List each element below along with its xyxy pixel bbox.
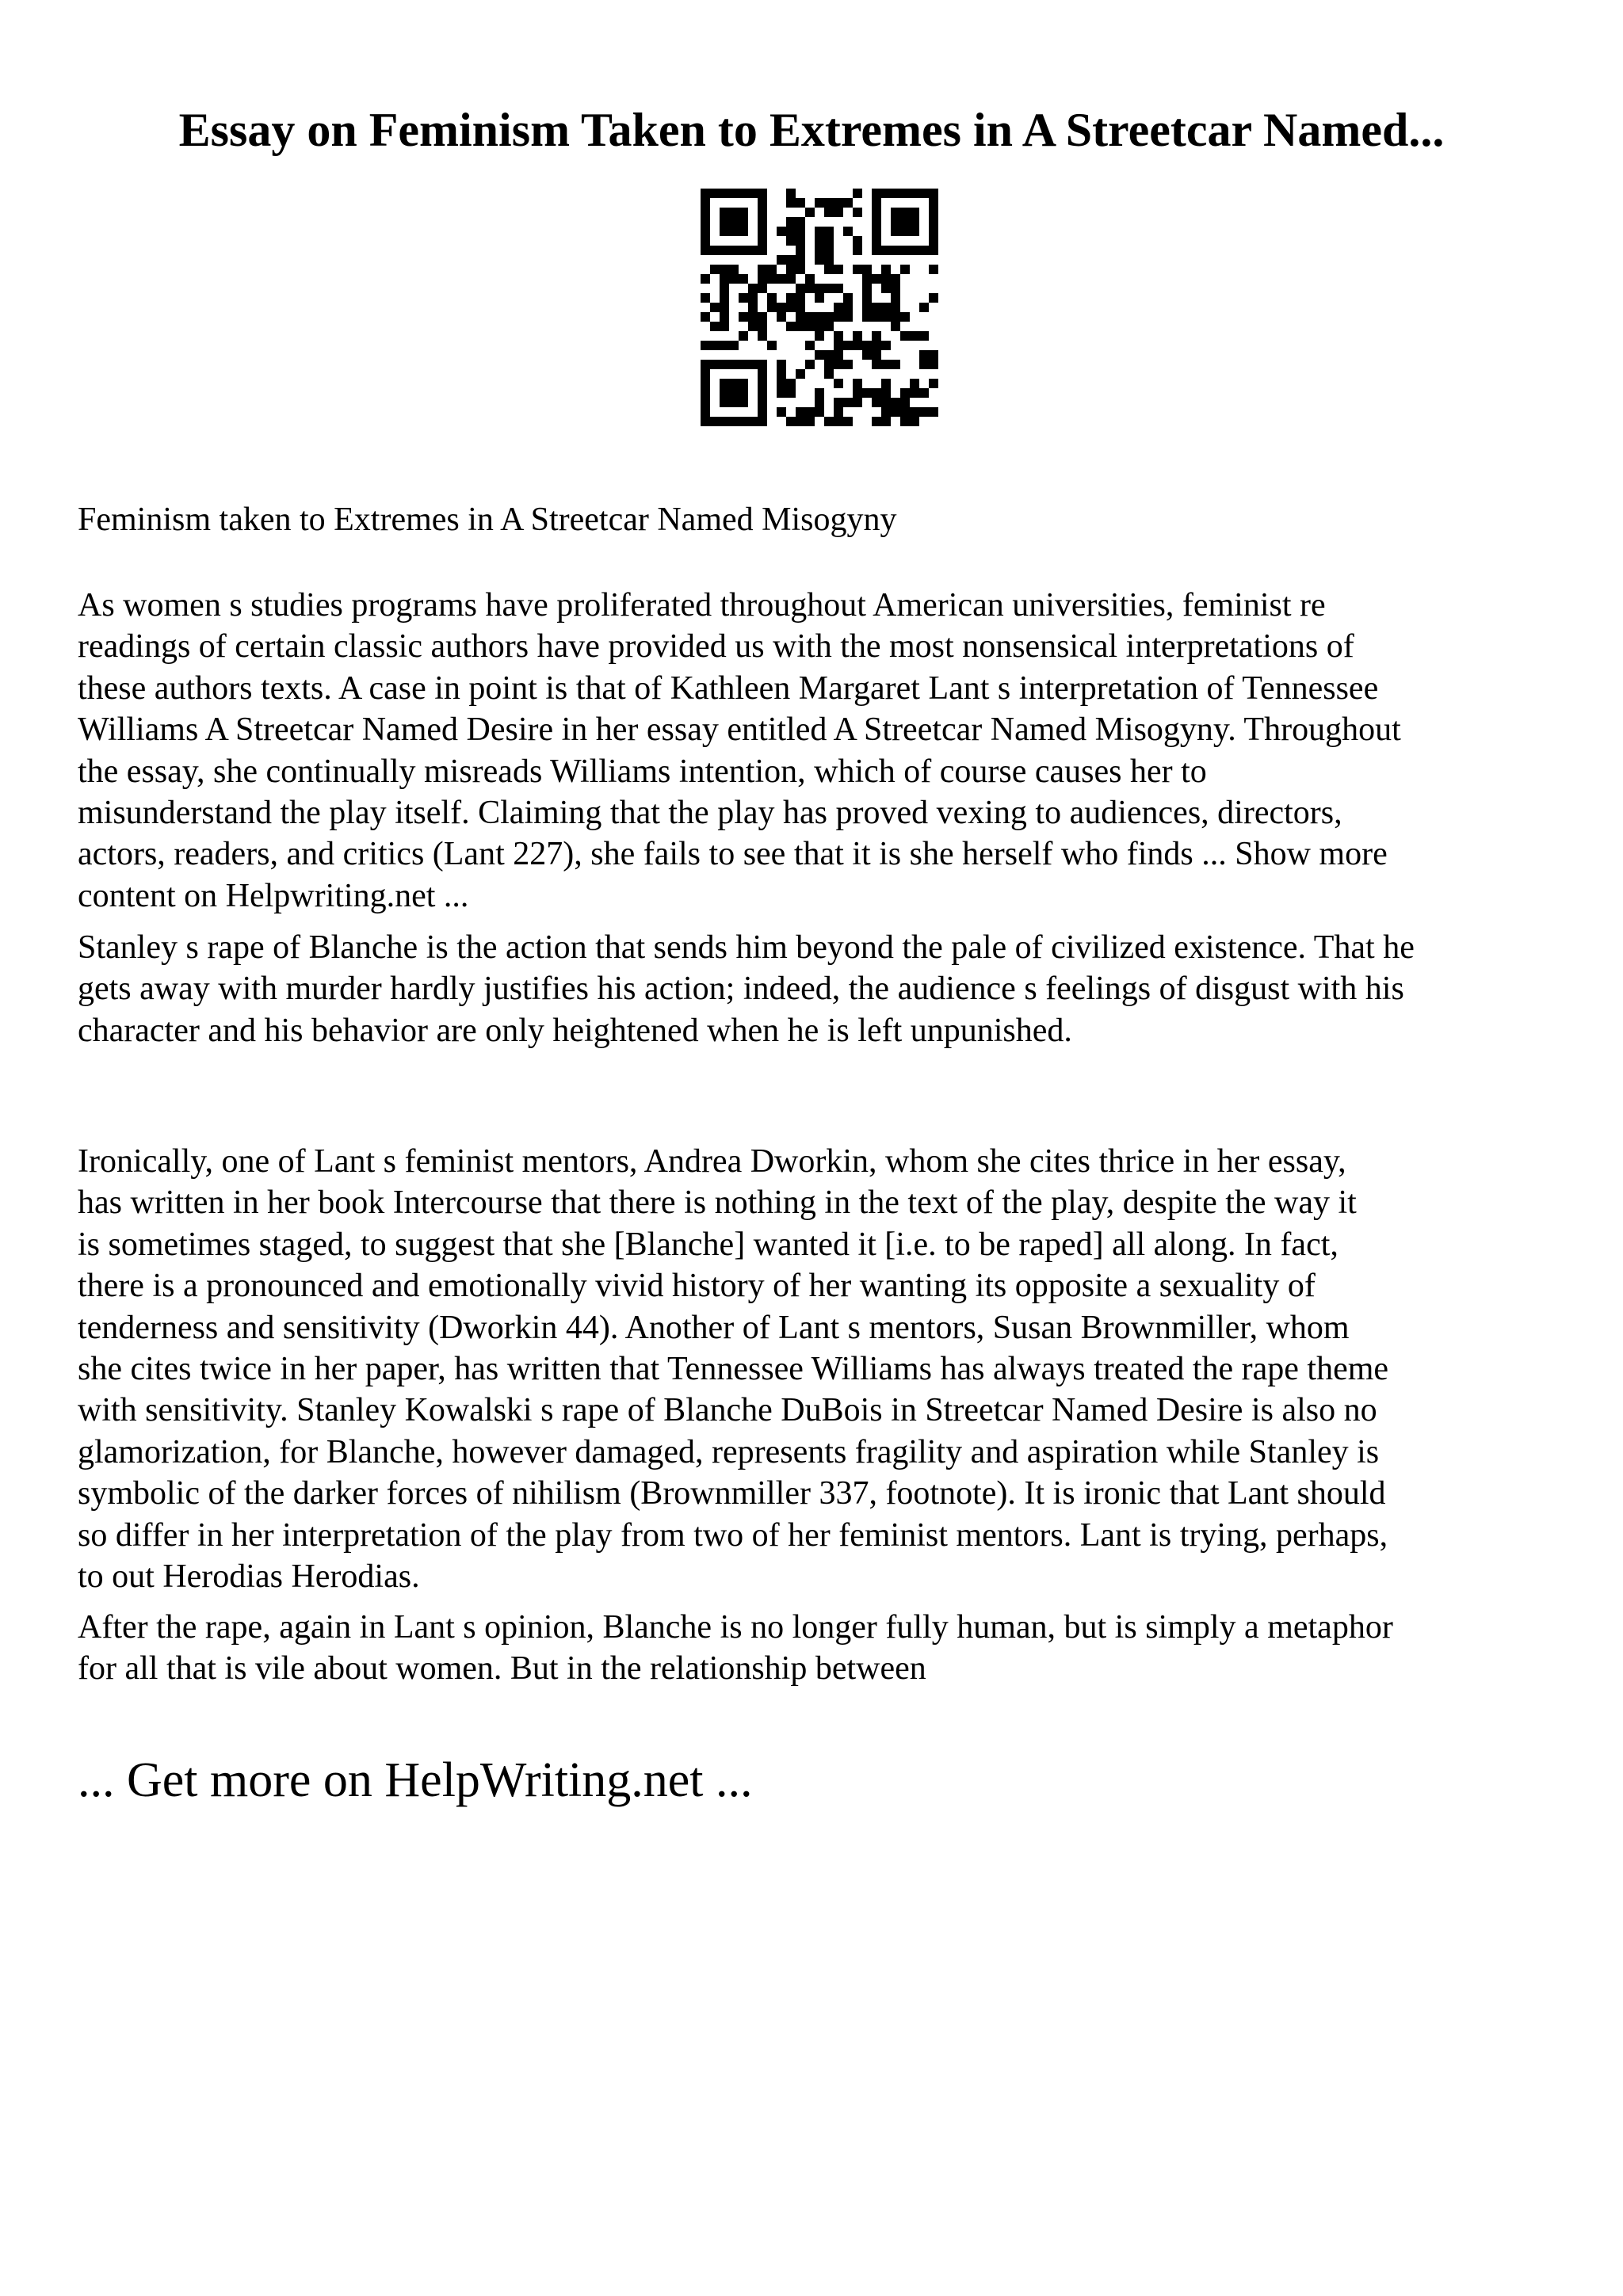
- paragraph-line: content on Helpwriting.net ...: [78, 877, 469, 914]
- paragraph-line: character and his behavior are only heightened when he is left unpunished.: [78, 1012, 1072, 1049]
- paragraph-line: she cites twice in her paper, has written that Tennessee Williams has always treated the rape theme: [78, 1351, 1389, 1388]
- paragraph-line: for all that is vile about women. But in the relationship between: [78, 1650, 926, 1688]
- paragraph-line: actors, readers, and critics (Lant 227), she fails to see that it is she herself who finds ... Show more: [78, 836, 1388, 873]
- paragraph-line: Ironically, one of Lant s feminist mentors, Andrea Dworkin, whom she cites thrice in her essay,: [78, 1143, 1346, 1180]
- paragraph-line: symbolic of the darker forces of nihilism (Brownmiller 337, footnote). It is ironic that Lant should: [78, 1475, 1386, 1512]
- paragraph-line: After the rape, again in Lant s opinion, Blanche is no longer fully human, but is simply a metaphor: [78, 1609, 1393, 1646]
- get-more-link[interactable]: ... Get more on HelpWriting.net ...: [78, 1753, 753, 1807]
- essay-subtitle: Feminism taken to Extremes in A Streetcar Named Misogyny: [78, 502, 897, 538]
- paragraph-4: [78, 1607, 1568, 1690]
- paragraph-line: to out Herodias Herodias.: [78, 1558, 420, 1596]
- paragraph-line: tenderness and sensitivity (Dworkin 44). Another of Lant s mentors, Susan Brownmiller, whom: [78, 1309, 1350, 1346]
- paragraph-line: Stanley s rape of Blanche is the action that sends him beyond the pale of civilized existence. That he: [78, 929, 1415, 966]
- paragraph-line: Williams A Streetcar Named Desire in her essay entitled A Streetcar Named Misogyny. Throughout: [78, 711, 1401, 749]
- paragraph-line: readings of certain classic authors have provided us with the most nonsensical interpretations of: [78, 628, 1354, 666]
- paragraph-2: [78, 927, 1568, 1051]
- paragraph-line: with sensitivity. Stanley Kowalski s rape of Blanche DuBois in Streetcar Named Desire is also no: [78, 1392, 1377, 1429]
- paragraph-line: there is a pronounced and emotionally vivid history of her wanting its opposite a sexuality of: [78, 1268, 1316, 1305]
- paragraph-line: so differ in her interpretation of the play from two of her feminist mentors. Lant is trying, perhaps,: [78, 1516, 1388, 1554]
- paragraph-line: glamorization, for Blanche, however damaged, represents fragility and aspiration while Stanley is: [78, 1433, 1380, 1470]
- paragraph-line: has written in her book Intercourse that there is nothing in the text of the play, despite the way it: [78, 1184, 1357, 1222]
- paragraph-line: these authors texts. A case in point is that of Kathleen Margaret Lant s interpretation of Tennessee: [78, 669, 1379, 707]
- paragraph-line: misunderstand the play itself. Claiming that the play has proved vexing to audiences, directors,: [78, 795, 1342, 832]
- paragraph-line: is sometimes staged, to suggest that she [Blanche] wanted it [i.e. to be raped] all along. In fact,: [78, 1226, 1338, 1263]
- paragraph-1: [78, 585, 1568, 917]
- paragraph-3: [78, 1141, 1568, 1597]
- paragraph-line: the essay, she continually misreads Williams intention, which of course causes her to: [78, 753, 1207, 790]
- page-title: Essay on Feminism Taken to Extremes in A Streetcar Named...: [178, 104, 1445, 156]
- qr-code-icon[interactable]: [701, 189, 938, 426]
- paragraph-line: gets away with murder hardly justifies his action; indeed, the audience s feelings of disgust with his: [78, 971, 1404, 1008]
- paragraph-line: As women s studies programs have proliferated throughout American universities, feminist re: [78, 587, 1326, 624]
